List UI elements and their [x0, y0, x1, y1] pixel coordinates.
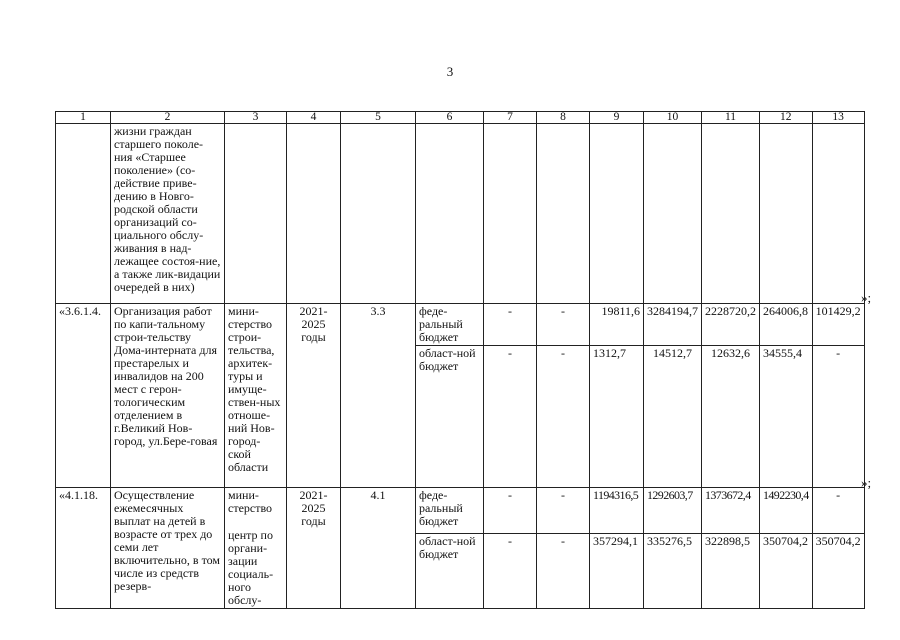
amount-cell: 350704,2 — [760, 534, 813, 609]
amount-cell: 1492230,4 — [760, 488, 813, 534]
measure-name: Организация работ по капи-тальному строи-тельству Дома-интерната для престарелых и инвалидов на 200 мест с герон-тологическим отделением в г.Великий Нов-город, ул.Бере-говая — [111, 304, 225, 488]
executor-line-b: центр по органи-зации социаль-ного обслу- — [228, 528, 274, 607]
funding-source: феде-ральный бюджет — [416, 488, 484, 534]
amount-cell: 12632,6 — [702, 346, 760, 488]
amount-cell: - — [812, 488, 864, 534]
measure-name: Осуществление ежемесячных выплат на детей в возрасте от трех до семи лет включительно, в том числе из средств резерв- — [111, 488, 225, 609]
executor — [225, 488, 287, 609]
target-index: 3.3 — [341, 304, 416, 488]
header-cell: 12 — [760, 112, 813, 124]
amount-cell: - — [537, 488, 590, 534]
amount-cell: 3284194,7 — [644, 304, 702, 346]
amount-cell: 14512,7 — [644, 346, 702, 488]
end-mark-1: »; — [861, 290, 872, 305]
amount-cell: - — [484, 488, 537, 534]
header-cell: 4 — [287, 112, 341, 124]
header-cell: 6 — [416, 112, 484, 124]
amount-cell: 1194316,5 — [590, 488, 644, 534]
header-cell: 3 — [225, 112, 287, 124]
amount-cell: 101429,2 — [812, 304, 864, 346]
budget-table — [55, 111, 865, 609]
amount-cell: 1292603,7 — [644, 488, 702, 534]
amount-cell: 1373672,4 — [702, 488, 760, 534]
amount-cell: - — [537, 534, 590, 609]
table-row-4118-federal — [56, 488, 865, 534]
target-index: 4.1 — [341, 488, 416, 609]
amount-cell: 2228720,2 — [702, 304, 760, 346]
header-cell: 5 — [341, 112, 416, 124]
amount-cell: - — [484, 534, 537, 609]
header-cell: 11 — [702, 112, 760, 124]
header-cell: 8 — [537, 112, 590, 124]
period: 2021-2025 годы — [287, 304, 341, 488]
amount-cell: - — [484, 346, 537, 488]
header-cell: 7 — [484, 112, 537, 124]
header-cell: 1 — [56, 112, 111, 124]
page-number: 3 — [446, 64, 454, 79]
executor: мини-стерство строи-тельства, архитек-туры и имуще-ствен-ных отноше-ний Нов-город-ской области — [225, 304, 287, 488]
amount-cell: 357294,1 — [590, 534, 644, 609]
funding-source: феде-ральный бюджет — [416, 304, 484, 346]
table-row-continuation — [56, 124, 865, 304]
period: 2021-2025 годы — [287, 488, 341, 609]
table-row-3614-federal — [56, 304, 865, 346]
amount-cell: 264006,8 — [760, 304, 813, 346]
amount-cell: - — [537, 304, 590, 346]
amount-cell: 34555,4 — [760, 346, 813, 488]
amount-cell: - — [812, 346, 864, 488]
row-number: «3.6.1.4. — [56, 304, 111, 488]
header-cell: 2 — [111, 112, 225, 124]
header-cell: 10 — [644, 112, 702, 124]
header-row — [56, 112, 865, 124]
amount-cell: 350704,2 — [812, 534, 864, 609]
funding-source: област-ной бюджет — [416, 534, 484, 609]
amount-cell: 19811,6 — [590, 304, 644, 346]
amount-cell: - — [484, 304, 537, 346]
end-mark-2: »; — [861, 475, 872, 490]
executor-line-a: мини-стерство — [228, 488, 273, 515]
funding-source: област-ной бюджет — [416, 346, 484, 488]
header-cell: 9 — [590, 112, 644, 124]
amount-cell: 335276,5 — [644, 534, 702, 609]
amount-cell: 1312,7 — [590, 346, 644, 488]
row-number: «4.1.18. — [56, 488, 111, 609]
header-cell: 13 — [812, 112, 864, 124]
continuation-text: жизни граждан старшего поколе-ния «Старшее поколение» (со-действие приве-дению в Новго-родской области организаций со-циального обслу-живания в над-лежащее состоя-ние, а также лик-видации очередей в них) — [111, 124, 225, 304]
amount-cell: - — [537, 346, 590, 488]
amount-cell: 322898,5 — [702, 534, 760, 609]
